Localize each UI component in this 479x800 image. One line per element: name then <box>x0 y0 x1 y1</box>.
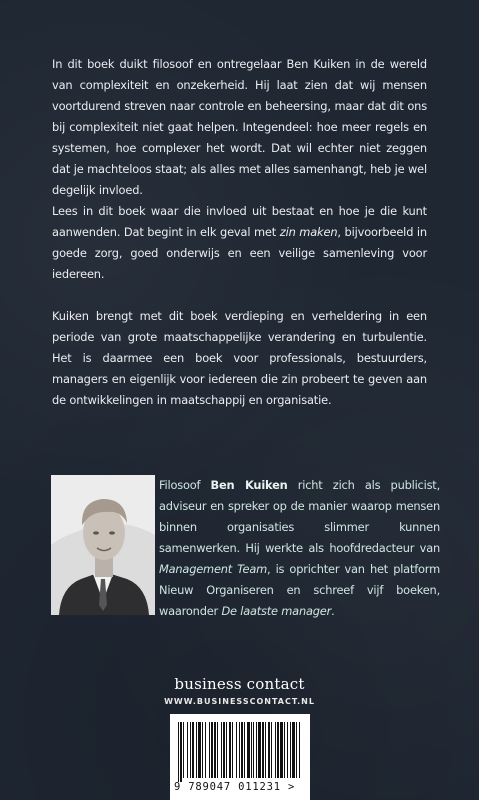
author-bio-paragraph <box>159 475 440 622</box>
magazine-title: Management Team <box>159 562 268 576</box>
book-title: De laatste manager <box>221 604 332 618</box>
bio-text-1: Filosoof <box>159 478 211 492</box>
author-section <box>51 475 440 618</box>
isbn-number: 9 789047 011231 > <box>174 781 296 793</box>
blurb-paragraph-1-part-a: In dit boek duikt filosoof en ontregelaar Ben Kuiken in de wereld van complexiteit en onzekerheid. Hij laat zien dat wij mensen voortdurend streven naar controle en beheersing, maar dat dit ons bij complexiteit niet gaat helpen. Integendeel: hoe meer regels en systemen, hoe complexer het wordt. Dat wil echter niet zeggen dat je machteloos staat; als alles met alles samenhangt, heb je wel degelijk invloed. <box>52 57 427 197</box>
blurb-paragraph-2: Kuiken brengt met dit boek verdieping en verheldering in een periode van grote maatschappelijke verandering en turbulentie. Het is daarmee een boek voor professionals, bestuurders, managers en eigenlijk voor iedereen die zin probeert te geven aan de ontwikkelingen in maatschappij en organisatie. <box>52 309 427 407</box>
blurb-paragraph-1 <box>52 54 427 285</box>
blurb-paragraph-1-part-b: Lees in dit boek waar die invloed uit bestaat en hoe je die kunt aanwenden. Dat begint in elk geval met <box>52 204 427 239</box>
author-bio <box>159 475 440 622</box>
bio-text-3: , is oprichter van het platform Nieuw Organiseren en schreef vijf boeken, waaronder <box>159 562 440 618</box>
publisher-logo: business contact <box>174 675 305 693</box>
blurb-text <box>52 54 427 411</box>
author-photo <box>51 475 155 615</box>
bio-text-4: . <box>331 604 335 618</box>
author-name: Ben Kuiken <box>210 478 288 492</box>
bio-text-2: richt zich als publicist, adviseur en spreker op de manier waarop mensen binnen organisaties slimmer kunnen samenwerken. Hij werkte als hoofdredacteur van <box>159 478 440 555</box>
barcode <box>170 714 310 800</box>
blurb-emphasis: zin maken <box>279 225 338 239</box>
barcode-bars <box>176 722 304 782</box>
blurb-paragraph-1-part-c: , bijvoorbeeld in goede zorg, goed onderwijs en een veilige samenleving voor iedereen. <box>52 225 427 281</box>
publisher-url: WWW.BUSINESSCONTACT.NL <box>164 697 315 706</box>
